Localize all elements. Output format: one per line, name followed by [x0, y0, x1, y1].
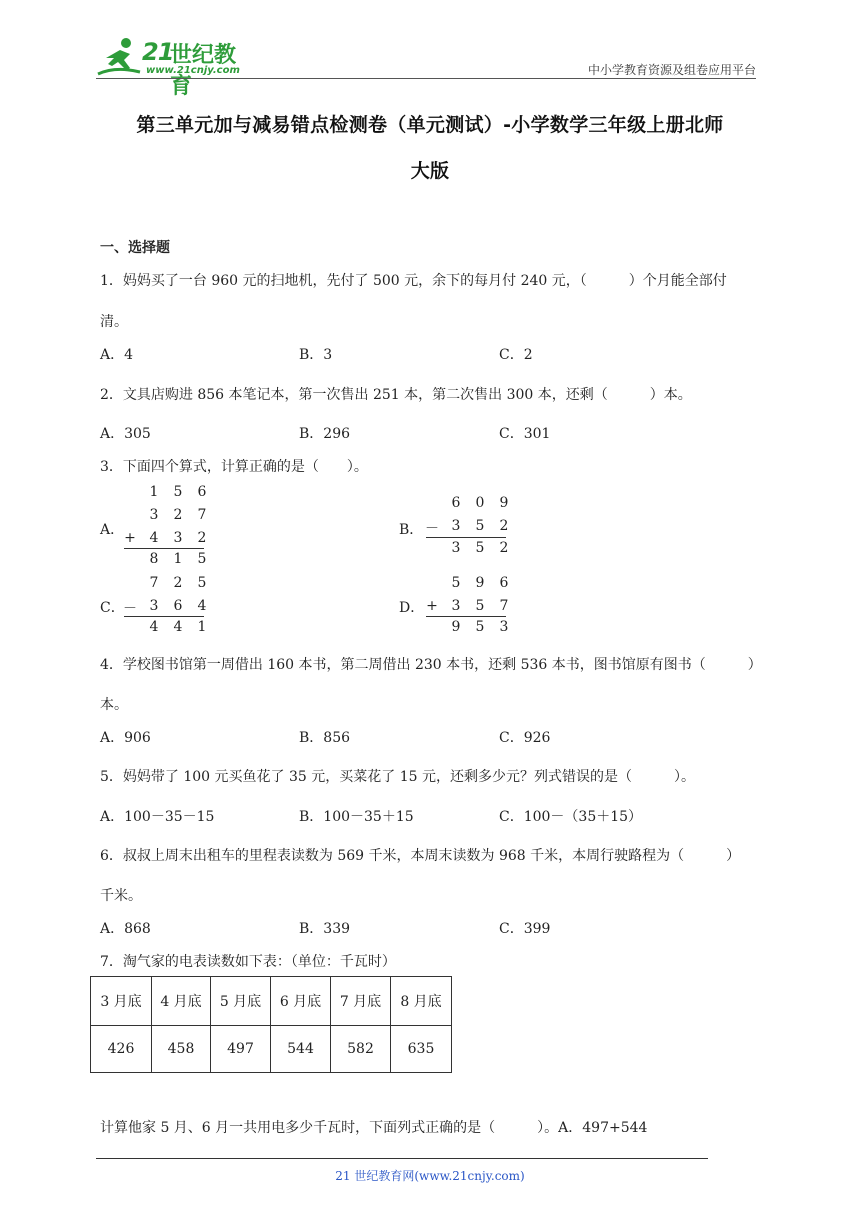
question-4-cont: 本。	[100, 697, 128, 713]
calc-digit: 3	[173, 530, 183, 546]
table-cell: 497	[211, 1026, 271, 1073]
calc-digit: 5	[475, 619, 485, 635]
calc-line	[124, 616, 204, 617]
question-4: 4．学校图书馆第一周借出 160 本书，第二周借出 230 本书，还剩 536 本书，图书馆原有图书（ ）	[100, 657, 762, 673]
q6-option-b[interactable]: B．339	[299, 921, 351, 937]
question-7-cont: 计算他家 5 月、6 月一共用电多少千瓦时，下面列式正确的是（ ）。A．497+544	[100, 1120, 648, 1136]
table-header-cell: 7 月底	[331, 977, 391, 1026]
table-cell: 458	[152, 1026, 211, 1073]
logo-number: 21	[142, 38, 174, 66]
calc-digit: 3	[451, 518, 461, 534]
calc-digit: 4	[197, 598, 207, 614]
calc-digit: 2	[499, 540, 509, 556]
q4-option-c[interactable]: C．926	[499, 730, 551, 746]
calc-digit: 5	[197, 575, 207, 591]
calc-digit: 2	[197, 530, 207, 546]
calc-digit: 5	[197, 551, 207, 567]
question-1-cont: 清。	[100, 314, 128, 330]
calc-digit: 4	[149, 619, 159, 635]
footer-divider	[96, 1158, 708, 1159]
calc-digit: 2	[173, 507, 183, 523]
calc-digit: 6	[173, 598, 183, 614]
q3-option-b-label[interactable]: B．	[399, 522, 424, 538]
calc-digit: 5	[173, 484, 183, 500]
calc-operator: +	[124, 530, 136, 546]
calc-digit: 7	[197, 507, 207, 523]
calc-digit: 3	[149, 598, 159, 614]
page-title-line1: 第三单元加与减易错点检测卷（单元测试）-小学数学三年级上册北师	[136, 114, 724, 136]
calc-digit: 5	[475, 540, 485, 556]
table-header-row	[91, 977, 452, 1026]
calc-digit: 5	[475, 598, 485, 614]
footer-link[interactable]: 21 世纪教育网(www.21cnjy.com)	[335, 1169, 525, 1183]
table-cell: 544	[271, 1026, 331, 1073]
calc-digit: 7	[149, 575, 159, 591]
q6-option-c[interactable]: C．399	[499, 921, 551, 937]
calc-digit: 4	[173, 619, 183, 635]
q1-option-c[interactable]: C．2	[499, 347, 533, 363]
calc-operator: －	[123, 601, 137, 617]
q3-option-d-label[interactable]: D．	[399, 600, 425, 616]
table-header-cell: 6 月底	[271, 977, 331, 1026]
calc-digit: 7	[499, 598, 509, 614]
calc-operator: －	[425, 521, 439, 537]
runner-logo-icon	[96, 36, 142, 78]
header-divider	[96, 78, 756, 79]
table-header-cell: 4 月底	[152, 977, 211, 1026]
q6-option-a[interactable]: A．868	[100, 921, 151, 937]
calc-digit: 6	[499, 575, 509, 591]
section-heading: 一、选择题	[100, 240, 170, 256]
question-2: 2．文具店购进 856 本笔记本，第一次售出 251 本，第二次售出 300 本，还剩（ ）本。	[100, 387, 692, 403]
q2-option-c[interactable]: C．301	[499, 426, 551, 442]
calc-digit: 1	[197, 619, 207, 635]
calc-digit: 1	[149, 484, 159, 500]
calc-digit: 0	[475, 495, 485, 511]
table-cell: 426	[91, 1026, 152, 1073]
site-logo	[96, 36, 256, 99]
calc-digit: 9	[451, 619, 461, 635]
question-6: 6．叔叔上周末出租车的里程表读数为 569 千米，本周末读数为 968 千米，本周行驶路程为（ ）	[100, 848, 741, 864]
q4-option-b[interactable]: B．856	[299, 730, 351, 746]
calc-line	[426, 537, 506, 538]
question-3: 3．下面四个算式，计算正确的是（ ）。	[100, 459, 368, 475]
q1-option-a[interactable]: A．4	[100, 347, 134, 363]
calc-digit: 3	[451, 540, 461, 556]
q2-option-b[interactable]: B．296	[299, 426, 351, 442]
calc-digit: 6	[451, 495, 461, 511]
question-5: 5．妈妈带了 100 元买鱼花了 35 元，买菜花了 15 元，还剩多少元？列式错误的是（ ）。	[100, 769, 695, 785]
calc-operator: +	[426, 598, 438, 614]
table-header-cell: 5 月底	[211, 977, 271, 1026]
meter-table	[90, 976, 452, 1073]
q1-option-b[interactable]: B．3	[299, 347, 333, 363]
calc-digit: 9	[499, 495, 509, 511]
calc-digit: 9	[475, 575, 485, 591]
calc-digit: 4	[149, 530, 159, 546]
calc-digit: 5	[451, 575, 461, 591]
calc-digit: 2	[173, 575, 183, 591]
question-1: 1．妈妈买了一台 960 元的扫地机，先付了 500 元，余下的每月付 240 元，（ ）个月能全部付	[100, 273, 727, 289]
q5-option-c[interactable]: C．100－（35＋15）	[499, 809, 643, 825]
calc-digit: 8	[149, 551, 159, 567]
logo-url: www.21cnjy.com	[146, 65, 240, 76]
q3-option-a-label[interactable]: A．	[100, 522, 125, 538]
calc-line	[124, 548, 204, 549]
table-header-cell: 8 月底	[391, 977, 452, 1026]
calc-line	[426, 616, 506, 617]
calc-digit: 6	[197, 484, 207, 500]
q3-option-c-label[interactable]: C．	[100, 600, 125, 616]
table-row	[91, 1026, 452, 1073]
table-cell: 635	[391, 1026, 452, 1073]
calc-digit: 5	[475, 518, 485, 534]
q4-option-a[interactable]: A．906	[100, 730, 151, 746]
page-title-line2: 大版	[410, 160, 450, 182]
q2-option-a[interactable]: A．305	[100, 426, 151, 442]
header-tagline: 中小学教育资源及组卷应用平台	[587, 63, 756, 77]
calc-digit: 1	[173, 551, 183, 567]
question-7: 7．淘气家的电表读数如下表：（单位：千瓦时）	[100, 954, 396, 970]
table-header-cell: 3 月底	[91, 977, 152, 1026]
question-6-cont: 千米。	[100, 888, 142, 904]
calc-digit: 2	[499, 518, 509, 534]
calc-digit: 3	[451, 598, 461, 614]
calc-digit: 3	[149, 507, 159, 523]
table-cell: 582	[331, 1026, 391, 1073]
calc-digit: 3	[499, 619, 509, 635]
logo-text: 世纪教育	[170, 43, 237, 99]
q5-option-b[interactable]: B．100－35＋15	[299, 809, 414, 825]
q5-option-a[interactable]: A．100－35－15	[100, 809, 215, 825]
